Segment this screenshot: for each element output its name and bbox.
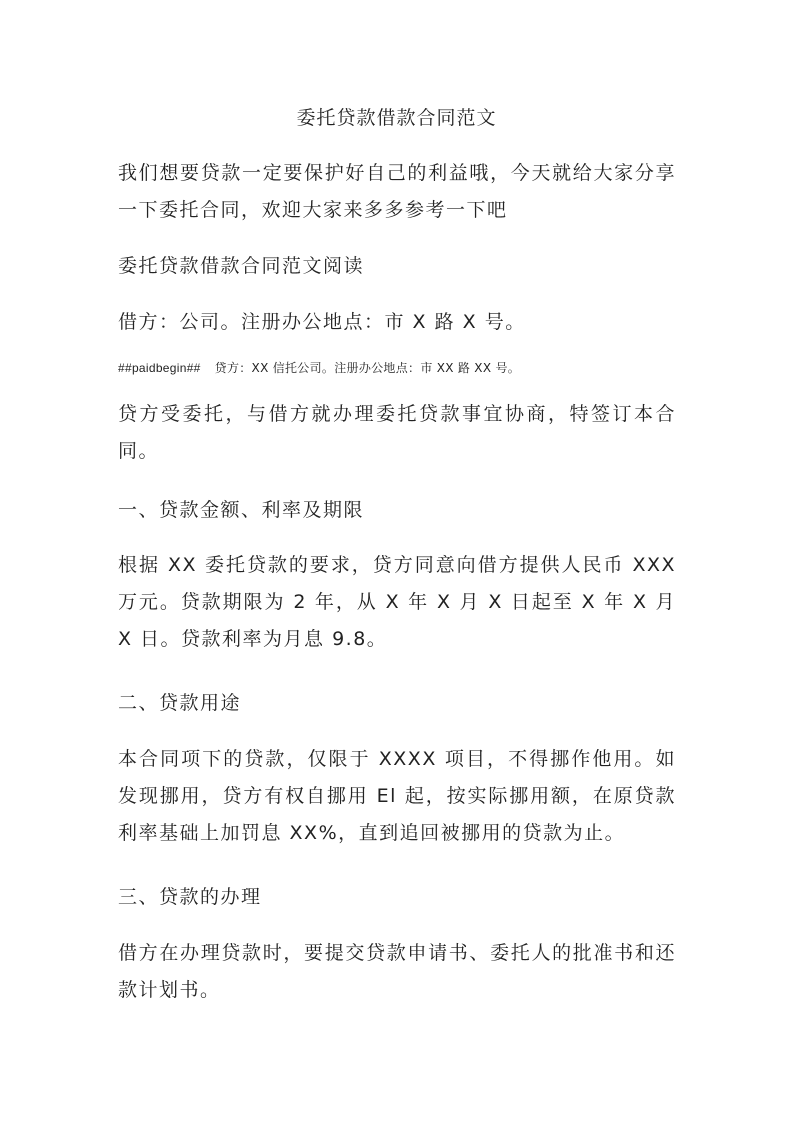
borrower-paragraph: 借方：公司。注册办公地点：市 X 路 X 号。 (118, 311, 526, 333)
section2-body: 本合同项下的贷款，仅限于 XXXX 项目，不得挪作他用。如发现挪用，贷方有权自挪用 El 起，按实际挪用额，在原贷款利率基础上加罚息 XX%，直到追回被挪用的贷款为止。 (118, 748, 676, 844)
lender-text: 贷方：XX 信托公司。注册办公地点：市 XX 路 XX 号。 (214, 361, 521, 375)
intro-paragraph: 我们想要贷款一定要保护好自己的利益哦，今天就给大家分享一下委托合同，欢迎大家来多多参考一下吧 (118, 162, 676, 221)
section2-heading: 二、贷款用途 (118, 692, 242, 714)
lender-line (118, 358, 520, 378)
section1-heading: 一、贷款金额、利率及期限 (118, 499, 365, 521)
section3-body: 借方在办理贷款时，要提交贷款申请书、委托人的批准书和还款计划书。 (118, 942, 676, 1001)
section3-heading: 三、贷款的办理 (118, 886, 262, 908)
document-title: 委托贷款借款合同范文 (296, 107, 497, 129)
subtitle-paragraph: 委托贷款借款合同范文阅读 (118, 255, 365, 277)
section1-body: 根据 XX 委托贷款的要求，贷方同意向借方提供人民币 XXX 万元。贷款期限为 2 年，从 X 年 X 月 X 日起至 X 年 X 月 X 日。贷款利率为月息 9.8。 (118, 554, 676, 650)
preamble-paragraph: 贷方受委托，与借方就办理委托贷款事宜协商，特签订本合同。 (118, 403, 676, 462)
paid-marker: ##paidbegin## (118, 361, 201, 375)
